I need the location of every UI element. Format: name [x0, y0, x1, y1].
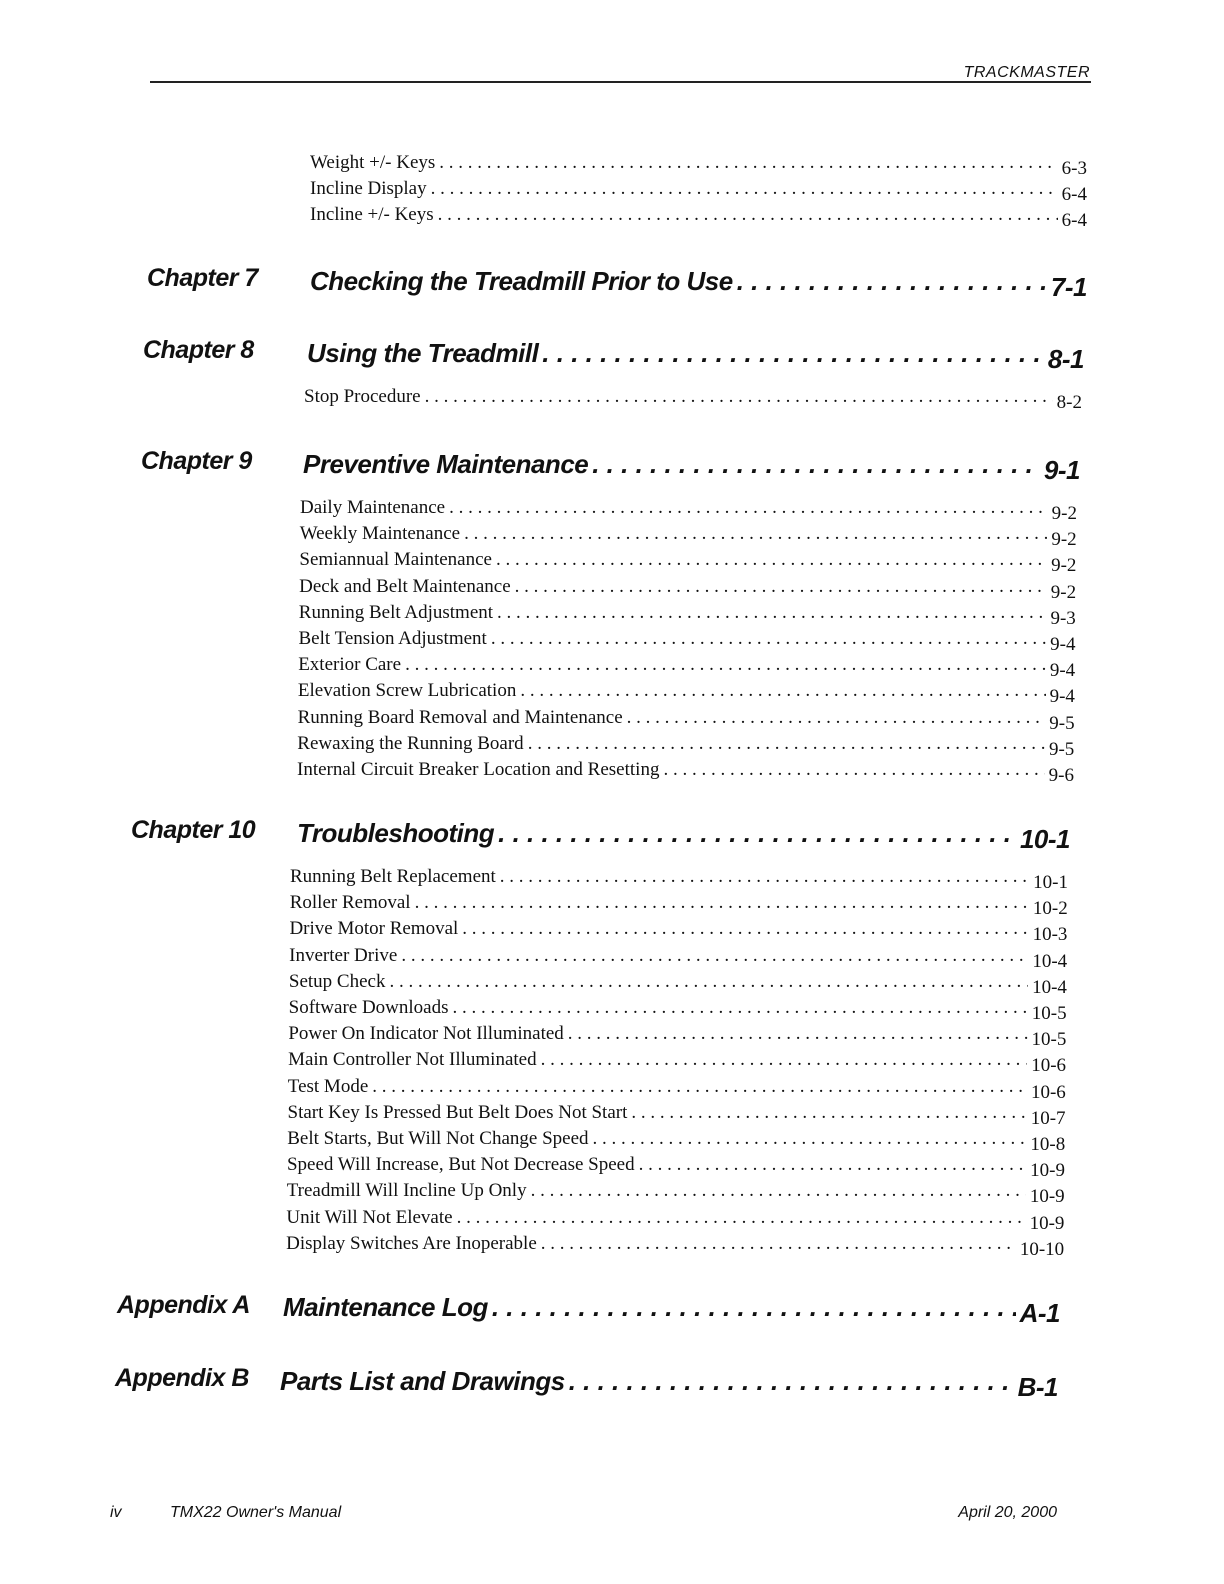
chapter-heading-row — [307, 338, 1084, 374]
toc-entry-page: 10-4 — [1032, 976, 1067, 998]
chapter-page-number: 7-1 — [1050, 272, 1087, 302]
toc-entry-label: Exterior Care — [298, 654, 402, 676]
toc-entry — [310, 176, 1087, 206]
chapter-heading-row — [310, 266, 1087, 302]
toc-entry-page: 10-2 — [1032, 898, 1068, 920]
toc-entry — [304, 384, 1082, 413]
toc-entry — [286, 1178, 1065, 1208]
header-rule — [150, 81, 1091, 83]
dot-leader — [496, 547, 1047, 573]
dot-leader — [627, 705, 1046, 731]
toc-entry — [286, 1152, 1065, 1182]
dot-leader — [439, 150, 1057, 176]
toc-entry-label: Main Controller Not Illuminated — [288, 1049, 537, 1071]
chapter-page-number: 10-1 — [1019, 824, 1070, 854]
toc-entry — [299, 574, 1077, 603]
toc-entry-page: 10-1 — [1033, 872, 1068, 893]
toc-entry-label: Incline Display — [310, 178, 427, 200]
toc-entry — [288, 1021, 1067, 1051]
toc-entry-label: Drive Motor Removal — [289, 918, 459, 940]
dot-leader — [492, 1292, 1016, 1323]
dot-leader — [541, 1047, 1028, 1073]
footer-date: April 20, 2000 — [958, 1504, 1057, 1521]
chapter-title: Troubleshooting — [297, 818, 495, 848]
toc-entry-label: Belt Tension Adjustment — [298, 628, 487, 649]
toc-entry-page: 9-2 — [1051, 529, 1077, 551]
footer-manual-title: TMX22 Owner's Manual — [170, 1504, 342, 1521]
toc-entry-page: 6-3 — [1061, 158, 1087, 179]
toc-entry — [286, 1231, 1065, 1260]
header-title: TRACKMASTER — [963, 64, 1090, 81]
toc-entry — [299, 521, 1077, 551]
dot-leader — [497, 600, 1046, 626]
dot-leader — [541, 1231, 1016, 1257]
chapter-title: Parts List and Drawings — [280, 1366, 565, 1396]
chapter-label: Chapter 9 — [141, 447, 252, 475]
toc-entry-label: Running Belt Replacement — [290, 866, 496, 887]
dot-leader — [593, 1126, 1027, 1152]
toc-entry-page: 10-9 — [1030, 1160, 1065, 1182]
toc-entry-page: 9-2 — [1051, 503, 1077, 524]
toc-entry — [287, 1074, 1066, 1103]
toc-entry — [286, 1205, 1065, 1234]
toc-entry-page: 9-3 — [1050, 607, 1076, 629]
toc-entry-label: Incline +/- Keys — [310, 204, 434, 226]
chapter-label: Chapter 8 — [143, 336, 254, 364]
dot-leader — [449, 495, 1048, 521]
chapter-title: Preventive Maintenance — [303, 449, 589, 479]
chapter-heading-row — [303, 449, 1080, 485]
toc-entry — [299, 547, 1077, 577]
dot-leader — [515, 574, 1047, 600]
chapter-page-number: 9-1 — [1043, 455, 1080, 485]
toc-entry-page: 10-6 — [1031, 1055, 1067, 1077]
dot-leader — [498, 818, 1016, 849]
toc-entry-page: 9-4 — [1050, 634, 1076, 655]
dot-leader — [464, 521, 1047, 547]
toc-entry — [298, 600, 1076, 629]
toc-entry-label: Start Key Is Pressed But Belt Does Not Start — [287, 1101, 628, 1123]
dot-leader — [389, 969, 1028, 995]
dot-leader — [631, 1100, 1026, 1126]
dot-leader — [520, 678, 1045, 704]
dot-leader — [425, 384, 1053, 410]
dot-leader — [569, 1366, 1014, 1397]
toc-entry-label: Inverter Drive — [289, 944, 398, 966]
dot-leader — [457, 1205, 1026, 1231]
toc-entry-label: Unit Will Not Elevate — [286, 1206, 453, 1228]
chapter-page-number: 8-1 — [1047, 344, 1084, 374]
toc-entry-page: 8-2 — [1056, 392, 1082, 413]
toc-entry-label: Elevation Screw Lubrication — [297, 680, 517, 702]
dot-leader — [401, 943, 1028, 969]
toc-entry-label: Treadmill Will Incline Up Only — [286, 1180, 527, 1202]
toc-entry-label: Running Board Removal and Maintenance — [297, 706, 623, 728]
toc-entry-page: 10-6 — [1030, 1081, 1066, 1103]
toc-entry-page: 9-5 — [1048, 738, 1075, 760]
dot-leader — [592, 449, 1040, 480]
toc-entry-label: Display Switches Are Inoperable — [286, 1232, 537, 1254]
toc-entry-label: Weight +/- Keys — [310, 152, 436, 173]
toc-entry-label: Stop Procedure — [304, 386, 421, 407]
chapter-page-number: B-1 — [1017, 1372, 1058, 1402]
toc-entry — [298, 626, 1076, 655]
toc-entry-page: 9-4 — [1049, 660, 1076, 682]
toc-entry-label: Software Downloads — [288, 997, 449, 1018]
toc-entry-page: 6-4 — [1061, 210, 1087, 232]
toc-entry-label: Running Belt Adjustment — [298, 601, 494, 623]
toc-entry-page: 9-6 — [1048, 765, 1074, 786]
toc-entry — [289, 916, 1068, 946]
chapter-title: Checking the Treadmill Prior to Use — [310, 266, 733, 296]
dot-leader — [528, 731, 1045, 757]
toc-entry-page: 9-2 — [1050, 581, 1077, 603]
toc-entry-label: Setup Check — [288, 970, 386, 992]
chapter-heading-row — [283, 1292, 1060, 1328]
chapter-heading-row — [297, 818, 1070, 854]
dot-leader — [453, 995, 1028, 1021]
dot-leader — [372, 1074, 1027, 1100]
toc-entry-page: 10-7 — [1030, 1107, 1066, 1129]
toc-entry — [298, 652, 1076, 682]
dot-leader — [568, 1021, 1028, 1047]
toc-entry — [310, 150, 1087, 179]
toc-entry-label: Weekly Maintenance — [299, 523, 461, 545]
toc-entry — [300, 495, 1077, 524]
toc-entry — [287, 1100, 1066, 1129]
toc-entry-label: Semiannual Maintenance — [299, 549, 492, 571]
toc-entry-page: 9-2 — [1051, 555, 1077, 577]
dot-leader — [542, 338, 1044, 369]
dot-leader — [415, 890, 1029, 916]
toc-entry — [287, 1126, 1066, 1155]
chapter-heading-row — [280, 1366, 1058, 1402]
toc-entry-label: Daily Maintenance — [300, 497, 446, 518]
dot-leader — [531, 1178, 1026, 1204]
toc-entry — [297, 705, 1075, 734]
dot-leader — [500, 864, 1029, 890]
toc-entry-page: 10-4 — [1032, 950, 1068, 972]
dot-leader — [405, 652, 1046, 678]
toc-entry — [289, 943, 1068, 972]
toc-entry — [290, 864, 1068, 893]
toc-entry — [297, 678, 1075, 708]
toc-entry-page: 10-9 — [1029, 1212, 1065, 1234]
chapter-label: Appendix A — [117, 1291, 250, 1319]
toc-entry-label: Belt Starts, But Will Not Change Speed — [287, 1128, 589, 1149]
chapter-title: Using the Treadmill — [307, 338, 539, 368]
toc-entry — [297, 731, 1075, 760]
toc-entry-label: Roller Removal — [289, 892, 411, 914]
toc-entry-label: Internal Circuit Breaker Location and Resetting — [297, 759, 660, 780]
toc-entry — [297, 757, 1074, 786]
chapter-label: Chapter 7 — [147, 264, 258, 292]
toc-entry-label: Power On Indicator Not Illuminated — [288, 1023, 564, 1045]
chapter-page-number: A-1 — [1019, 1298, 1060, 1328]
toc-entry-page: 10-5 — [1031, 1003, 1067, 1024]
dot-leader — [431, 176, 1058, 202]
toc-entry-page: 10-8 — [1030, 1134, 1066, 1155]
chapter-label: Appendix B — [115, 1364, 249, 1392]
dot-leader — [663, 757, 1044, 783]
footer-page-number: iv — [110, 1504, 122, 1521]
dot-leader — [491, 626, 1046, 652]
dot-leader — [737, 266, 1047, 297]
dot-leader — [462, 916, 1028, 942]
toc-entry-page: 10-3 — [1032, 924, 1068, 946]
toc-entry — [288, 969, 1067, 998]
toc-entry-page: 6-4 — [1061, 184, 1087, 206]
toc-entry — [288, 1047, 1067, 1077]
toc-entry — [289, 890, 1068, 920]
toc-entry — [310, 202, 1087, 232]
toc-entry-label: Speed Will Increase, But Not Decrease Speed — [286, 1154, 635, 1176]
toc-entry-label: Test Mode — [287, 1075, 369, 1097]
toc-entry-page: 9-4 — [1049, 686, 1075, 708]
toc-entry-page: 10-9 — [1029, 1186, 1065, 1208]
toc-entry-page: 9-5 — [1049, 712, 1075, 734]
chapter-label: Chapter 10 — [131, 816, 256, 844]
toc-entry-page: 10-5 — [1031, 1029, 1067, 1051]
dot-leader — [438, 202, 1058, 228]
dot-leader — [639, 1152, 1027, 1178]
toc-entry — [288, 995, 1067, 1024]
toc-entry-label: Deck and Belt Maintenance — [299, 575, 511, 597]
toc-entry-page: 10-10 — [1019, 1238, 1065, 1260]
toc-entry-label: Rewaxing the Running Board — [297, 732, 524, 754]
chapter-title: Maintenance Log — [283, 1292, 488, 1322]
